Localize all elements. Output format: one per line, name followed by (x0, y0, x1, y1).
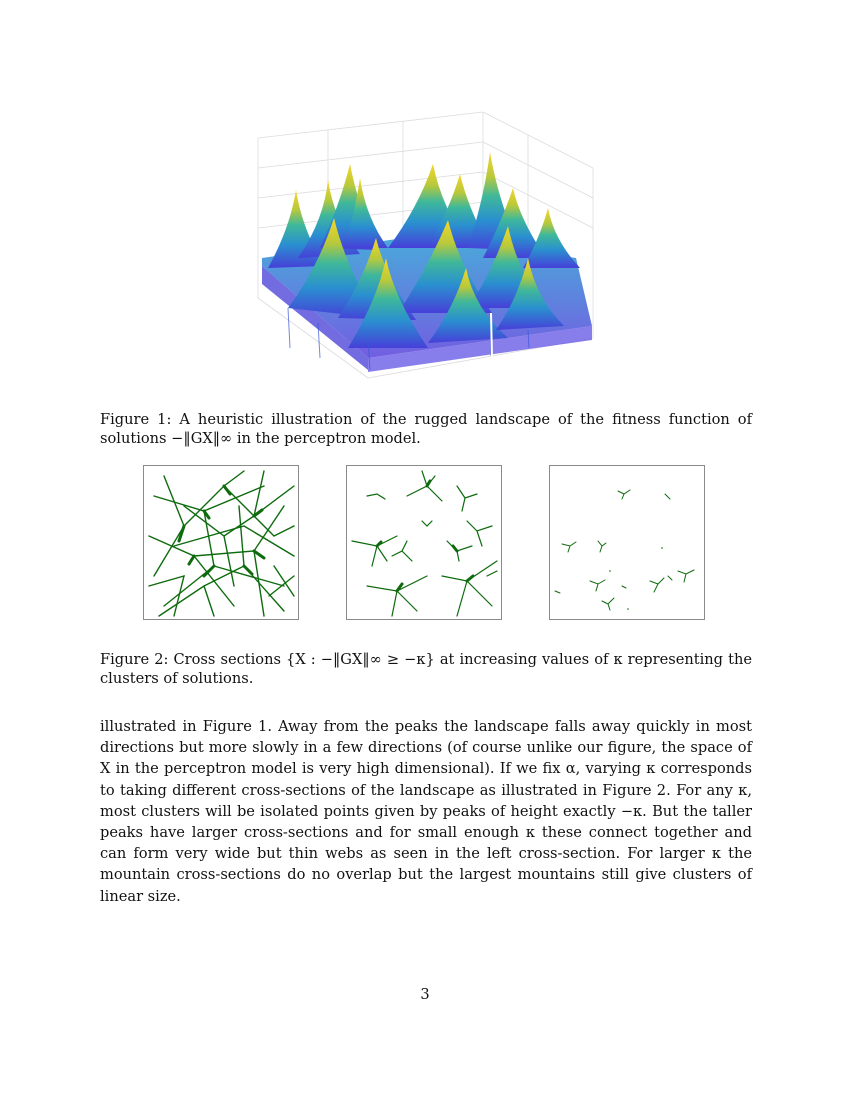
figure-2-caption-text: Cross sections {X : −‖GX‖∞ ≥ −κ} at increasing values of κ representing the clusters of solutions. (100, 651, 752, 687)
cross-section-medium-kappa (346, 465, 502, 620)
figure-2-caption (100, 650, 752, 688)
landscape-3d-figure (228, 108, 620, 400)
page-number: 3 (420, 986, 430, 1003)
cross-section-large-kappa (549, 465, 705, 620)
figure-1-caption (100, 410, 752, 448)
figure-1-label: Figure 1: (100, 411, 172, 428)
cross-section-small-kappa (143, 465, 299, 620)
figure-2-label: Figure 2: (100, 651, 169, 668)
figure-1-caption-text: A heuristic illustration of the rugged landscape of the fitness function of solutions −‖GX‖∞ in the perceptron model. (100, 411, 752, 447)
body-paragraph: illustrated in Figure 1. Away from the peaks the landscape falls away quickly in most directions but more slowly in a few directions (of course unlike our figure, the space of X in the perceptron model is very high dimensional). If we fix α, varying κ corresponds to taking different cross-sections of the landscape as illustrated in Figure 2. For any κ, most clusters will be isolated points given by peaks of height exactly −κ. But the taller peaks have larger cross-sections and for small enough κ these connect together and can form very wide but thin webs as seen in the left cross-section. For larger κ the mountain cross-sections do no overlap but the largest mountains still give clusters of linear size. (100, 718, 752, 905)
